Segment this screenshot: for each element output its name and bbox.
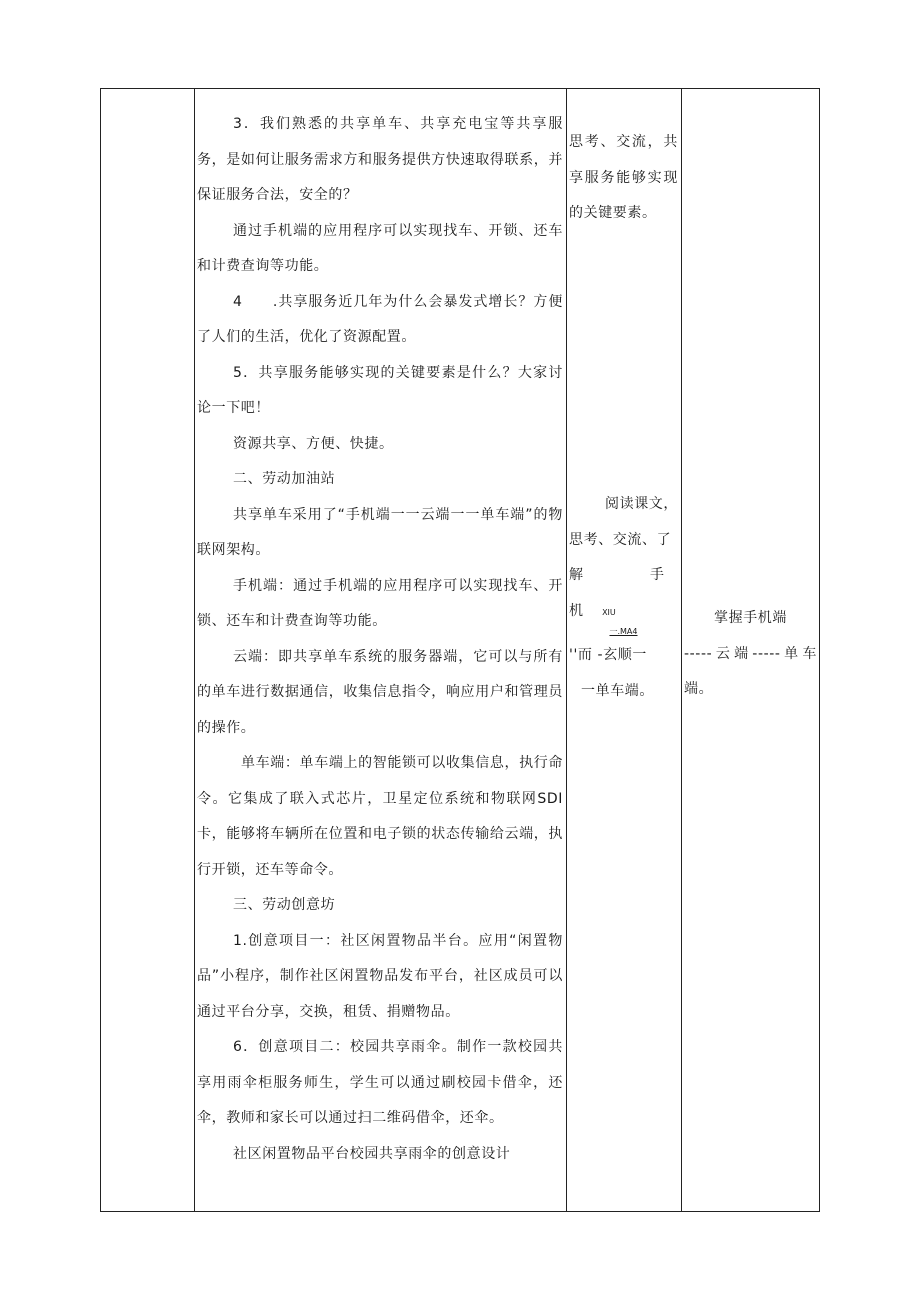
content-paragraph: 5．共享服务能够实现的关键要素是什么？大家讨论一下吧！ [197,364,563,416]
teaching-content-cell [195,89,565,1211]
design-intent-cell [682,89,819,1211]
goal-block [684,601,817,708]
content-paragraph: 共享单车采用了“手机端一一云端一一单车端”的物联网架构。 [197,506,563,558]
activity-text: 一单车端。 [581,682,654,699]
activity-text: 阅读课文，思考、交流、了 [569,496,678,548]
activity-text: 思考、交流，共享服务能够实现的关键要素。 [569,134,678,221]
content-paragraph: 手机端：通过手机端的应用程序可以实现找车、开锁、还车和计费查询等功能。 [197,577,563,629]
goal-text: 掌握手机端 [714,610,787,626]
content-paragraph: 1.创意项目一：社区闲置物品半台。应用“闲置物品”小程序，制作社区闲置物品发布平台，社区成员可以通过平台分享，交换，租赁、捐赠物品。 [197,932,563,1020]
content-paragraph: 3．我们熟悉的共享单车、共享充电宝等共享服务，是如何让服务需求方和服务提供方快速取得联系，并保证服务合法，安全的？ [197,116,563,203]
content-paragraph: 资源共享、方便、快捷。 [233,435,394,452]
student-activity-cell [567,89,680,1211]
activity-noise-text: 一.MA4 [609,627,638,636]
activity-spread-text: 解 手 机 [569,567,678,619]
lesson-table [100,88,820,1212]
section-heading: 二、劳动加油站 [233,471,336,487]
activity-text: ''而 -玄顺一 [569,647,647,663]
content-paragraph: 4 .共享服务近几年为什么会暴发式增长？方便了人们的生活，优化了资源配置。 [197,293,563,345]
content-paragraph: 社区闲置物品平台校园共享雨伞的创意设计 [233,1145,511,1162]
activity-text [569,558,678,630]
content-paragraph: 单车端：单车端上的智能锁可以收集信息，执行命令。它集成了联入式芯片，卫星定位系统和物联网SDI卡，能够将车辆所在位置和电子锁的状态传输给云端，执行开锁，还车等命令。 [197,755,563,878]
activity-block [569,487,678,709]
content-paragraph: 6．创意项目二：校园共享雨伞。制作一款校园共享用雨伞柜服务师生，学生可以通过刷校园卡借伞，还伞，教师和家长可以通过扫二维码借伞，还伞。 [197,1039,563,1126]
activity-noise-text: XIU [602,607,616,617]
content-paragraph: 通过手机端的应用程序可以实现找车、开锁、还车和计费查询等功能。 [197,222,563,274]
content-paragraph: 云端：即共享单车系统的服务器端，它可以与所有的单车进行数据通信，收集信息指令，响应用户和管理员的操作。 [197,648,563,736]
section-heading: 三、劳动创意坊 [233,897,336,913]
goal-text: -----云端-----单车端。 [684,645,817,697]
